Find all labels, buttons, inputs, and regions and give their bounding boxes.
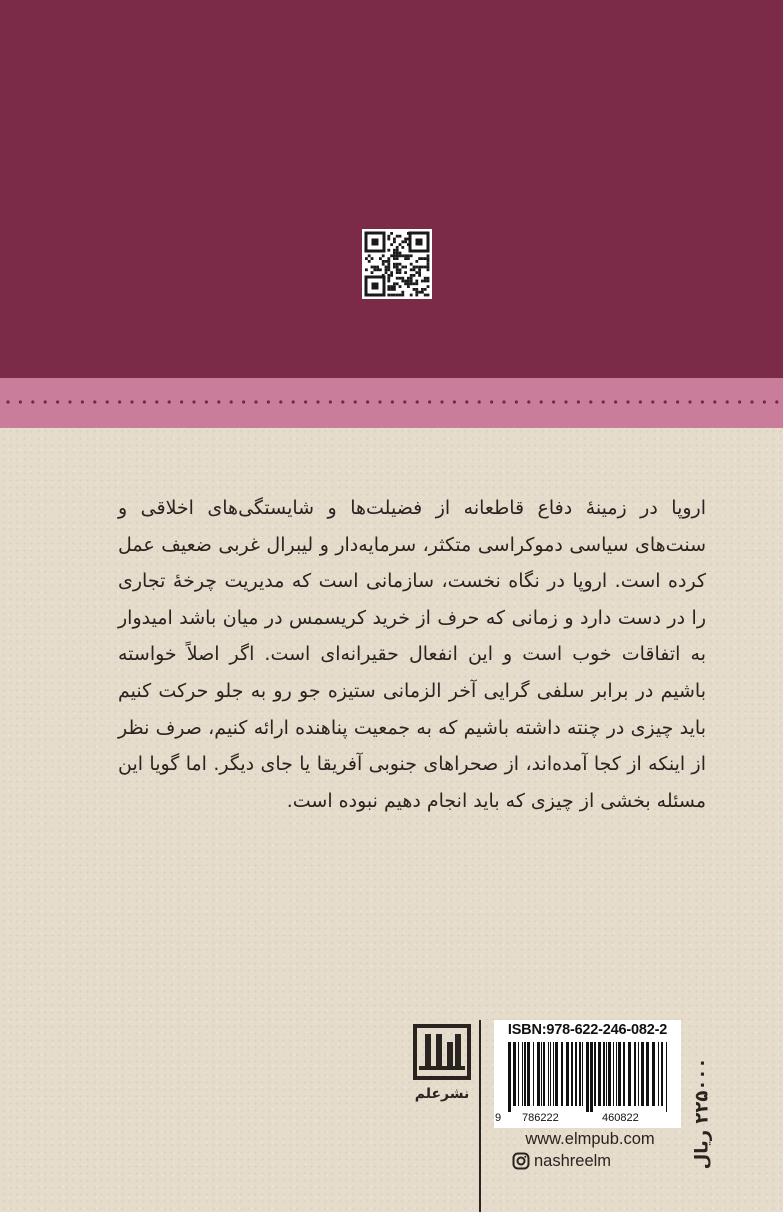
- barcode-bar: [527, 1042, 530, 1106]
- divider-dot: [93, 400, 96, 403]
- qr-module: [390, 288, 393, 291]
- barcode-bar: [571, 1042, 573, 1106]
- qr-module: [427, 268, 430, 271]
- divider-dot: [366, 400, 369, 403]
- qr-module: [387, 288, 390, 291]
- qr-module: [407, 277, 410, 280]
- qr-module: [415, 271, 418, 274]
- qr-module: [418, 271, 421, 274]
- divider-dot: [614, 400, 617, 403]
- qr-module: [415, 294, 418, 297]
- qr-module: [387, 277, 390, 280]
- qr-module: [427, 257, 430, 260]
- divider-dot: [490, 400, 493, 403]
- barcode-bar: [586, 1042, 589, 1112]
- qr-module: [396, 271, 399, 274]
- qr-module: [427, 266, 430, 269]
- divider-dot: [168, 400, 171, 403]
- qr-module: [393, 285, 396, 288]
- qr-module: [410, 268, 413, 271]
- price-label: ۲۲۵۰۰۰ ریال: [691, 1057, 713, 1170]
- qr-module: [410, 282, 413, 285]
- qr-module: [413, 282, 416, 285]
- qr-module: [393, 240, 396, 243]
- qr-module: [396, 266, 399, 269]
- qr-module: [407, 282, 410, 285]
- qr-module: [385, 268, 388, 271]
- qr-module: [424, 280, 427, 283]
- qr-module: [399, 254, 402, 257]
- divider-dot: [205, 400, 208, 403]
- website-link[interactable]: www.elmpub.com: [525, 1130, 655, 1148]
- divider-dot: [31, 400, 34, 403]
- barcode-bar: [524, 1042, 526, 1106]
- divider-dot: [589, 400, 592, 403]
- qr-module: [376, 266, 379, 269]
- qr-module: [401, 280, 404, 283]
- qr-module: [387, 260, 390, 263]
- divider-dot: [713, 400, 716, 403]
- qr-module: [385, 271, 388, 274]
- qr-module: [415, 266, 418, 269]
- qr-module: [393, 254, 396, 257]
- barcode-bar: [603, 1042, 605, 1106]
- qr-module: [415, 282, 418, 285]
- qr-module: [399, 285, 402, 288]
- divider-dot: [354, 400, 357, 403]
- qr-module: [401, 291, 404, 294]
- qr-module: [396, 246, 399, 249]
- divider-dot: [230, 400, 233, 403]
- divider-dot: [118, 400, 121, 403]
- qr-module: [399, 252, 402, 255]
- qr-module: [413, 268, 416, 271]
- barcode-bar: [590, 1042, 593, 1112]
- qr-module: [427, 260, 430, 263]
- barcode-digits-left: 786222: [522, 1112, 559, 1124]
- qr-module: [415, 260, 418, 263]
- divider-dot: [316, 400, 319, 403]
- qr-module: [413, 266, 416, 269]
- qr-module: [393, 257, 396, 260]
- barcode-bar: [646, 1042, 649, 1106]
- qr-module: [421, 291, 424, 294]
- barcode-bar: [513, 1042, 516, 1106]
- barcode-bar: [652, 1042, 655, 1106]
- barcode-bar: [548, 1042, 549, 1106]
- qr-module: [404, 271, 407, 274]
- qr-module: [399, 294, 402, 297]
- divider-dot: [639, 400, 642, 403]
- qr-module: [399, 268, 402, 271]
- qr-module: [404, 282, 407, 285]
- qr-module: [421, 257, 424, 260]
- qr-module: [427, 277, 430, 280]
- qr-module: [427, 280, 430, 283]
- barcode-bar: [555, 1042, 558, 1106]
- qr-module: [418, 257, 421, 260]
- instagram-label: nashreelm: [534, 1151, 612, 1170]
- divider-dot: [750, 400, 753, 403]
- qr-module: [424, 277, 427, 280]
- qr-module: [382, 254, 385, 257]
- qr-module: [396, 252, 399, 255]
- barcode-bar: [641, 1042, 644, 1106]
- divider-dot: [329, 400, 332, 403]
- divider-dot: [478, 400, 481, 403]
- divider-dot: [738, 400, 741, 403]
- qr-module: [401, 294, 404, 297]
- qr-module: [418, 291, 421, 294]
- qr-module: [424, 266, 427, 269]
- qr-module: [387, 238, 390, 241]
- divider-dot: [502, 400, 505, 403]
- qr-module: [396, 249, 399, 252]
- qr-module: [404, 257, 407, 260]
- publisher-name: نشرعلم: [414, 1086, 470, 1102]
- divider-dot: [81, 400, 84, 403]
- qr-module: [401, 246, 404, 249]
- divider-dot: [155, 400, 158, 403]
- barcode-bar: [661, 1042, 663, 1106]
- book-logo-icon: [411, 1022, 473, 1082]
- qr-module: [387, 268, 390, 271]
- divider-dot: [130, 400, 133, 403]
- qr-module: [390, 285, 393, 288]
- qr-module: [415, 291, 418, 294]
- back-cover-blurb: [118, 490, 706, 819]
- qr-module: [393, 282, 396, 285]
- qr-module: [427, 285, 430, 288]
- divider-dot: [106, 400, 109, 403]
- qr-module: [387, 294, 390, 297]
- qr-module: [387, 285, 390, 288]
- qr-module: [407, 280, 410, 283]
- qr-module: [382, 263, 385, 266]
- vertical-divider: [479, 1020, 481, 1212]
- qr-module: [365, 257, 368, 260]
- qr-module: [404, 238, 407, 241]
- divider-dot: [465, 400, 468, 403]
- qr-module: [393, 266, 396, 269]
- qr-module: [427, 254, 430, 257]
- barcode-bar: [518, 1042, 519, 1106]
- qr-module: [387, 263, 390, 266]
- qr-module: [379, 257, 382, 260]
- qr-module: [399, 271, 402, 274]
- qr-module: [421, 266, 424, 269]
- barcode-bar: [594, 1042, 596, 1106]
- qr-module: [390, 274, 393, 277]
- barcode-bar: [561, 1042, 563, 1106]
- barcode-bar: [613, 1042, 614, 1106]
- barcode-bar: [550, 1042, 551, 1106]
- barcode-bar: [606, 1042, 607, 1106]
- qr-module: [399, 235, 402, 238]
- divider-dot: [44, 400, 47, 403]
- qr-module: [396, 254, 399, 257]
- divider-dot: [403, 400, 406, 403]
- divider-dot: [775, 400, 778, 403]
- qr-module: [368, 260, 371, 263]
- qr-module: [421, 280, 424, 283]
- qr-module: [418, 268, 421, 271]
- barcode-bar: [541, 1042, 542, 1106]
- divider-dot: [378, 400, 381, 403]
- qr-module: [365, 268, 368, 271]
- barcode-block: [494, 1020, 681, 1128]
- isbn-text: ISBN:978-622-246-082-2: [507, 1022, 668, 1038]
- qr-module: [379, 268, 382, 271]
- divider-dot: [192, 400, 195, 403]
- qr-module: [387, 266, 390, 269]
- divider-dot: [552, 400, 555, 403]
- barcode-bar: [579, 1042, 581, 1106]
- divider-dot: [664, 400, 667, 403]
- divider-dot: [391, 400, 394, 403]
- qr-module: [393, 294, 396, 297]
- qr-module: [413, 274, 416, 277]
- divider-dot: [56, 400, 59, 403]
- qr-module: [371, 271, 374, 274]
- qr-module: [404, 280, 407, 283]
- divider-dot: [6, 400, 9, 403]
- divider-dot: [254, 400, 257, 403]
- barcode-bar: [508, 1042, 511, 1112]
- qr-module: [368, 254, 371, 257]
- barcode-digits-right: 460822: [602, 1112, 639, 1124]
- qr-module: [382, 260, 385, 263]
- qr-module: [410, 254, 413, 257]
- divider-dot: [279, 400, 282, 403]
- qr-module: [371, 266, 374, 269]
- divider-dot: [763, 400, 766, 403]
- qr-module: [396, 268, 399, 271]
- divider-dot: [515, 400, 518, 403]
- qr-module: [401, 266, 404, 269]
- divider-dot: [217, 400, 220, 403]
- barcode-bar: [553, 1042, 554, 1106]
- qr-module: [396, 282, 399, 285]
- divider-dot: [242, 400, 245, 403]
- qr-module: [407, 285, 410, 288]
- divider-dot: [651, 400, 654, 403]
- qr-module: [396, 263, 399, 266]
- qr-module: [415, 288, 418, 291]
- qr-module: [387, 249, 390, 252]
- barcode-bar: [566, 1042, 569, 1106]
- qr-module: [421, 288, 424, 291]
- qr-module: [373, 266, 376, 269]
- qr-code-icon[interactable]: [362, 229, 432, 299]
- qr-module: [399, 263, 402, 266]
- instagram-icon: [512, 1152, 530, 1170]
- barcode-bar: [608, 1042, 611, 1106]
- qr-module: [393, 238, 396, 241]
- blurb-text: اروپا در زمینهٔ دفاع قاطعانه از فضیلت‌ها و شایستگی‌های اخلاقی و سنت‌های سیاسی دموکراسی متکثر، سرمایه‌دار و لیبرال غربی ضعیف عمل کرده است. اروپا در نگاه نخست، سازمانی است که مدیریت چرخهٔ تجاری را در دست دارد و زمانی که حرف از خرید کریسمس در میان باشد امیدوار به اتفاقات خوب است و این انفعال حقیرانه‌ای است. اگر اصلاً خواسته باشیم در برابر سلفی گرایی آخر الزمانی ستیزه جو رو به جلو حرکت کنیم باید چیزی در چنته داشته باشیم که به جمعیت پناهنده ارائه کنیم، صرف نظر از اینکه از کجا آمده‌اند، از صحراهای جنوبی آفریقا یا جای دیگر. اما گویا این مسئله بخشی از چیزی که باید انجام دهیم نبوده است.: [118, 497, 706, 812]
- divider-dot: [602, 400, 605, 403]
- qr-module: [393, 249, 396, 252]
- qr-module: [410, 263, 413, 266]
- qr-module: [390, 294, 393, 297]
- barcode-bar: [533, 1042, 534, 1106]
- qr-module: [387, 257, 390, 260]
- barcode-bar: [628, 1042, 631, 1106]
- qr-module: [427, 263, 430, 266]
- divider-dot: [68, 400, 71, 403]
- barcode-bar: [638, 1042, 639, 1106]
- barcode-bar: [522, 1042, 523, 1106]
- qr-module: [407, 254, 410, 257]
- qr-module: [401, 277, 404, 280]
- qr-module: [393, 252, 396, 255]
- qr-module: [424, 294, 427, 297]
- qr-module: [418, 266, 421, 269]
- barcode-bar: [666, 1042, 667, 1112]
- qr-module: [413, 288, 416, 291]
- qr-module: [387, 235, 390, 238]
- barcode-bar: [658, 1042, 659, 1106]
- qr-module: [390, 271, 393, 274]
- barcode-bar: [618, 1042, 621, 1106]
- qr-module: [371, 257, 374, 260]
- qr-module: [407, 257, 410, 260]
- qr-module: [418, 274, 421, 277]
- qr-module: [410, 274, 413, 277]
- barcode-bar: [582, 1042, 583, 1106]
- qr-module: [396, 257, 399, 260]
- divider-dot: [626, 400, 629, 403]
- qr-module: [393, 288, 396, 291]
- qr-module: [387, 274, 390, 277]
- barcode-bars: [500, 1042, 675, 1112]
- qr-module: [410, 294, 413, 297]
- qr-module: [399, 243, 402, 246]
- divider-dot: [19, 400, 22, 403]
- divider-dot: [688, 400, 691, 403]
- divider-dot: [726, 400, 729, 403]
- barcode-digit-lead: 9: [495, 1112, 502, 1124]
- qr-module: [376, 268, 379, 271]
- qr-module: [385, 260, 388, 263]
- qr-module: [390, 254, 393, 257]
- qr-module: [427, 294, 430, 297]
- qr-module: [415, 280, 418, 283]
- barcode-bar: [543, 1042, 545, 1106]
- qr-module: [396, 277, 399, 280]
- divider-dot: [540, 400, 543, 403]
- qr-module: [410, 280, 413, 283]
- dotted-divider: [0, 396, 783, 408]
- divider-dot: [416, 400, 419, 403]
- qr-module: [410, 277, 413, 280]
- qr-module: [424, 257, 427, 260]
- qr-module: [404, 240, 407, 243]
- qr-module: [393, 263, 396, 266]
- divider-dot: [676, 400, 679, 403]
- qr-module: [404, 266, 407, 269]
- divider-dot: [440, 400, 443, 403]
- price-block: [685, 1057, 719, 1180]
- qr-module: [404, 254, 407, 257]
- divider-dot: [701, 400, 704, 403]
- qr-module: [385, 266, 388, 269]
- divider-dot: [428, 400, 431, 403]
- divider-dot: [143, 400, 146, 403]
- divider-dot: [292, 400, 295, 403]
- barcode-bar: [616, 1042, 617, 1106]
- barcode-bar: [575, 1042, 577, 1106]
- barcode-bar: [623, 1042, 625, 1106]
- qr-module: [373, 268, 376, 271]
- divider-dot: [341, 400, 344, 403]
- barcode-bar: [598, 1042, 601, 1106]
- divider-dot: [577, 400, 580, 403]
- qr-module: [396, 235, 399, 238]
- divider-dot: [267, 400, 270, 403]
- divider-dot: [564, 400, 567, 403]
- qr-module: [390, 243, 393, 246]
- qr-module: [401, 254, 404, 257]
- divider-dot: [180, 400, 183, 403]
- divider-dot: [527, 400, 530, 403]
- qr-module: [390, 232, 393, 235]
- barcode-bar: [537, 1042, 540, 1106]
- instagram-handle[interactable]: [512, 1150, 611, 1172]
- qr-module: [424, 288, 427, 291]
- qr-module: [401, 240, 404, 243]
- barcode-bar: [634, 1042, 636, 1106]
- qr-module: [399, 277, 402, 280]
- divider-dot: [304, 400, 307, 403]
- qr-module: [396, 294, 399, 297]
- divider-dot: [453, 400, 456, 403]
- qr-module: [387, 280, 390, 283]
- cover-top-band: [0, 0, 783, 378]
